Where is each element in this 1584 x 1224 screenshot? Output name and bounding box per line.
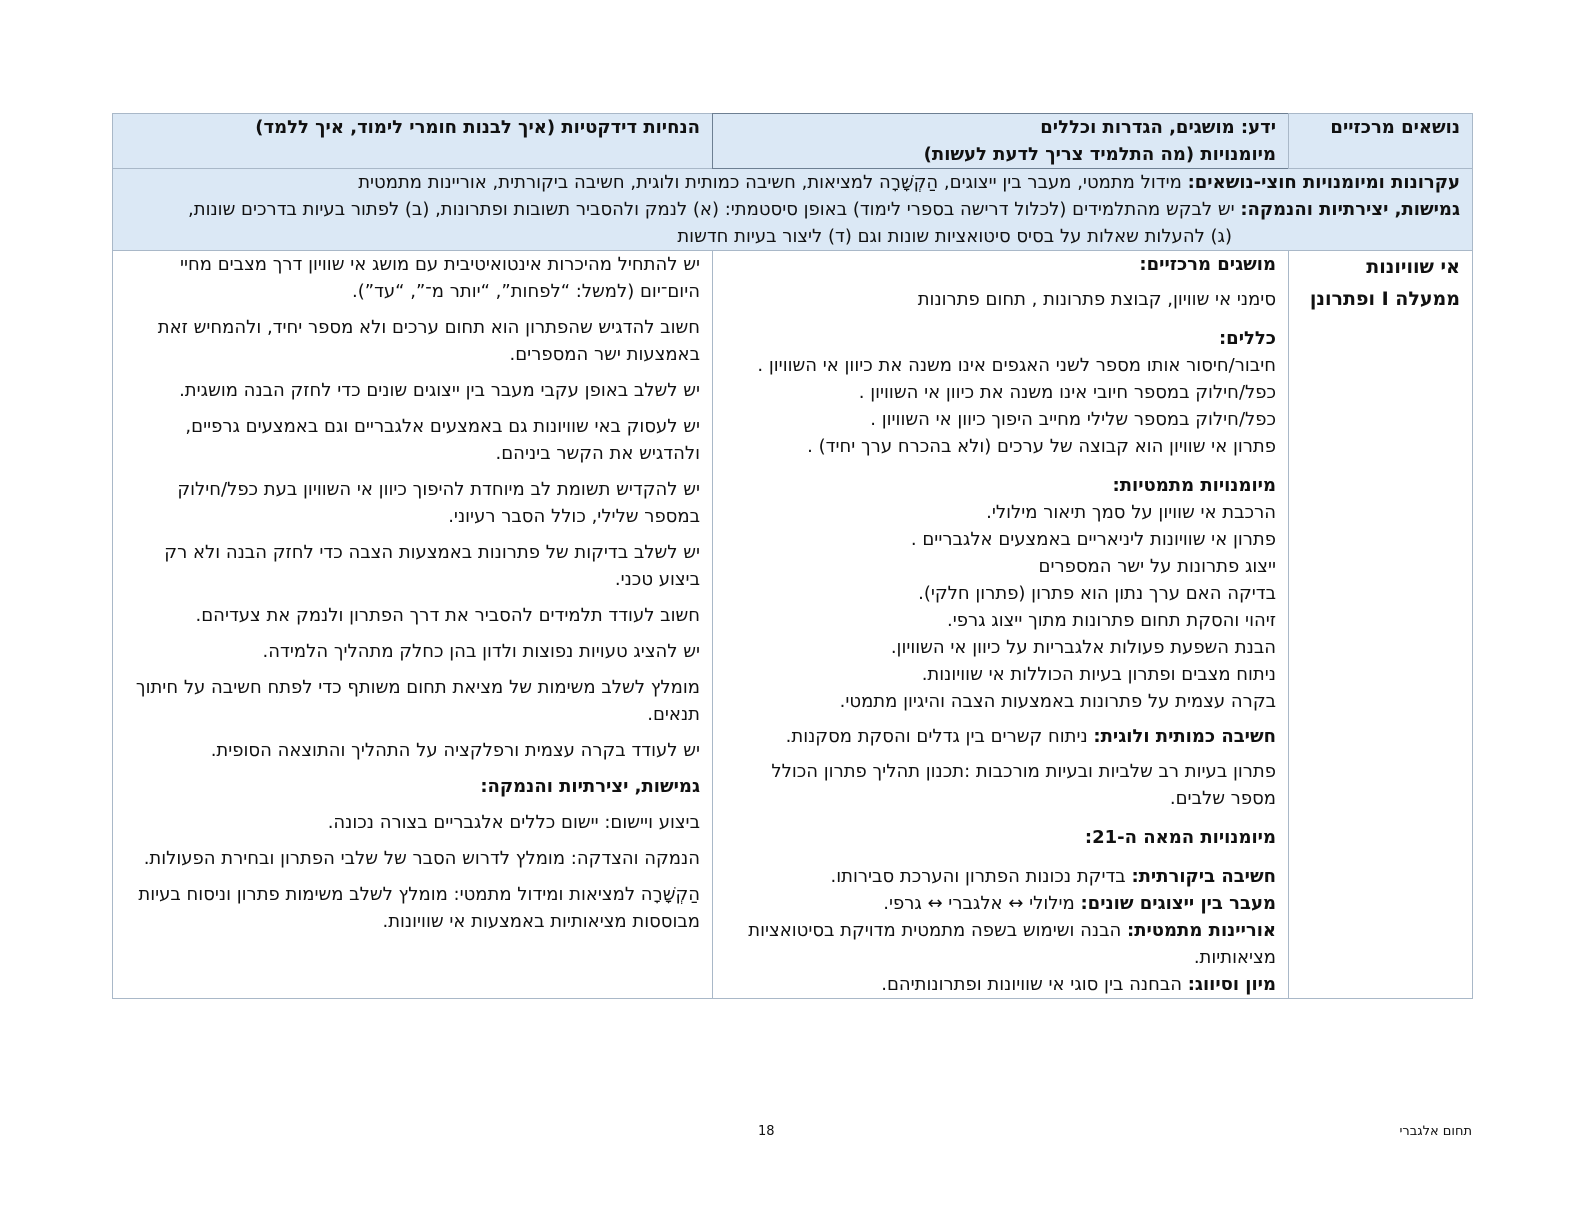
rule-item: כפל/חילוק במספר שלילי מחייב היפוך כיוון אי השוויון . bbox=[870, 409, 1276, 430]
topic-title-line2: ממעלה I ופתרונן bbox=[1309, 288, 1460, 310]
header-didactic: הנחיות דידקטיות (איך לבנות חומרי לימוד, איך ללמד) bbox=[113, 114, 713, 169]
skill-item: בדיקה האם ערך נתון הוא פתרון (פתרון חלקי). bbox=[918, 583, 1276, 604]
quant-paragraph bbox=[725, 723, 1276, 750]
didactic-flex-item: הַקְשָׁרָה למציאות ומידול מתמטי: מומלץ לשלב משימות פתרון וניסוח בעיות מבוססות מציאותיות באמצעות אי שוויונות. bbox=[138, 884, 700, 932]
didactic-item: יש לשלב בדיקות של פתרונות באמצעות הצבה כדי לחזק הבנה ולא רק ביצוע טכני. bbox=[164, 542, 700, 590]
didactic-cell bbox=[113, 251, 713, 999]
multistep-text: פתרון בעיות רב שלביות ובעיות מורכבות :תכנון תהליך פתרון הכולל מספר שלבים. bbox=[771, 761, 1276, 809]
skill-item: ייצוג פתרונות על ישר המספרים bbox=[1038, 556, 1276, 577]
topic-row bbox=[113, 251, 1473, 999]
didactic-flex-label: גמישות, יצירתיות והנמקה: bbox=[480, 776, 700, 797]
didactic-item: חשוב להדגיש שהפתרון הוא תחום ערכים ולא מספר יחיד, ולהמחיש זאת באמצעות ישר המספרים. bbox=[157, 317, 700, 365]
cross-flex-label: גמישות, יצירתיות והנמקה: bbox=[1240, 199, 1460, 220]
header-knowledge-line1: ידע: מושגים, הגדרות וכללים bbox=[1040, 117, 1276, 138]
skill-item: ניתוח מצבים ופתרון בעיות הכוללות אי שוויונות. bbox=[921, 664, 1276, 685]
c21-item-label: אוריינות מתמטית: bbox=[1127, 920, 1276, 941]
cross-topic-row bbox=[113, 169, 1473, 251]
footer-domain: תחום אלגברי bbox=[1399, 1124, 1472, 1139]
skill-item: פתרון אי שוויונות ליניאריים באמצעים אלגבריים . bbox=[910, 529, 1276, 550]
header-topics: נושאים מרכזיים bbox=[1289, 114, 1473, 169]
didactic-item: יש לעסוק באי שוויונות גם באמצעים אלגבריים וגם באמצעים גרפיים, ולהדגיש את הקשר ביניהם. bbox=[185, 416, 700, 464]
cross-principles-label: עקרונות ומיומנויות חוצי-נושאים: bbox=[1187, 172, 1460, 193]
rule-item: חיבור/חיסור אותו מספר לשני האגפים אינו משנה את כיוון אי השוויון . bbox=[757, 355, 1276, 376]
skill-item: בקרה עצמית על פתרונות באמצעות הצבה והיגיון מתמטי. bbox=[839, 691, 1276, 712]
c21-label: מיומנויות המאה ה-21: bbox=[1084, 827, 1276, 848]
table-header-row bbox=[113, 114, 1473, 169]
didactic-flex-item: הנמקה והצדקה: מומלץ לדרוש הסבר של שלבי הפתרון ובחירת הפעולות. bbox=[143, 848, 700, 869]
skill-item: זיהוי והסקת תחום פתרונות מתוך ייצוג גרפי. bbox=[947, 610, 1276, 631]
cross-flex bbox=[125, 196, 1460, 223]
topic-title-line1: אי שוויונות bbox=[1366, 256, 1460, 278]
cross-principles bbox=[125, 169, 1460, 196]
didactic-flex-item: ביצוע ויישום: יישום כללים אלגבריים בצורה נכונה. bbox=[327, 812, 700, 833]
c21-item-text: הבנה ושימוש בשפה מתמטית מדויקת בסיטואציות מציאותיות. bbox=[748, 920, 1276, 968]
skills-label: מיומנויות מתמטיות: bbox=[1112, 475, 1276, 496]
concepts-label: מושגים מרכזיים: bbox=[1139, 254, 1276, 275]
cross-flex-text2: (ג) להעלות שאלות על בסיס סיטואציות שונות וגם (ד) ליצור בעיות חדשות bbox=[677, 226, 1232, 247]
concepts-text: סימני אי שוויון, קבוצת פתרונות , תחום פתרונות bbox=[917, 289, 1276, 310]
c21-item-label: מיון וסיווג: bbox=[1187, 974, 1276, 995]
knowledge-cell bbox=[713, 251, 1289, 999]
c21-item bbox=[725, 863, 1276, 890]
rule-item: כפל/חילוק במספר חיובי אינו משנה את כיוון אי השוויון . bbox=[858, 382, 1276, 403]
rules-label: כללים: bbox=[1218, 328, 1276, 349]
cross-flex-text: יש לבקש מהתלמידים (לכלול דרישה בספרי לימוד) באופן סיסטמתי: (א) לנמק ולהסביר תשובות ופתרונות, (ב) לפתור בעיות בדרכים שונות, bbox=[188, 199, 1241, 220]
didactic-item: יש לשלב באופן עקבי מעבר בין ייצוגים שונים כדי לחזק הבנה מושגית. bbox=[179, 380, 700, 401]
didactic-item: חשוב לעודד תלמידים להסביר את דרך הפתרון ולנמק את צעדיהם. bbox=[195, 605, 700, 626]
didactic-item: יש להציג טעויות נפוצות ולדון בהן כחלק מתהליך הלמידה. bbox=[262, 641, 700, 662]
topic-cell bbox=[1289, 251, 1473, 999]
c21-item-label: חשיבה ביקורתית: bbox=[1131, 866, 1276, 887]
c21-item bbox=[725, 971, 1276, 998]
header-knowledge-line2: מיומנויות (מה התלמיד צריך לדעת לעשות) bbox=[923, 144, 1276, 165]
c21-item-text: בדיקת נכונות הפתרון והערכת סבירותו. bbox=[830, 866, 1132, 887]
didactic-item: מומלץ לשלב משימות של מציאת תחום משותף כדי לפתח חשיבה על חיתוך תנאים. bbox=[135, 677, 700, 725]
skill-item: הבנת השפעת פעולות אלגבריות על כיוון אי השוויון. bbox=[890, 637, 1276, 658]
didactic-item: יש לעודד בקרה עצמית ורפלקציה על התהליך והתוצאה הסופית. bbox=[210, 740, 700, 761]
c21-item-label: מעבר בין ייצוגים שונים: bbox=[1080, 893, 1276, 914]
c21-item-text: הבחנה בין סוגי אי שוויונות ופתרונותיהם. bbox=[881, 974, 1188, 995]
c21-item-text: מילולי ↔ אלגברי ↔ גרפי. bbox=[883, 893, 1081, 914]
curriculum-table bbox=[112, 113, 1473, 999]
didactic-item: יש להתחיל מהיכרות אינטואיטיבית עם מושג אי שוויון דרך מצבים מחיי היום־יום (למשל: “לפחות”, “יותר מ־”, “עד”). bbox=[179, 254, 700, 302]
page-number: 18 bbox=[758, 1124, 775, 1139]
didactic-item: יש להקדיש תשומת לב מיוחדת להיפוך כיוון אי השוויון בעת כפל/חילוק במספר שלילי, כולל הסבר רעיוני. bbox=[177, 479, 700, 527]
quant-text: ניתוח קשרים בין גדלים והסקת מסקנות. bbox=[785, 726, 1094, 747]
c21-item bbox=[725, 890, 1276, 917]
skill-item: הרכבת אי שוויון על סמך תיאור מילולי. bbox=[986, 502, 1276, 523]
c21-item bbox=[725, 917, 1276, 971]
header-knowledge bbox=[713, 114, 1289, 169]
quant-label: חשיבה כמותית ולוגית: bbox=[1093, 726, 1276, 747]
cross-topic-cell bbox=[113, 169, 1473, 251]
rule-item: פתרון אי שוויון הוא קבוצה של ערכים (ולא בהכרח ערך יחיד) . bbox=[807, 436, 1276, 457]
cross-principles-text: מידול מתמטי, מעבר בין ייצוגים, הַקְשָׁרָה למציאות, חשיבה כמותית ולוגית, חשיבה ביקורתית, אוריינות מתמטית bbox=[358, 172, 1188, 193]
